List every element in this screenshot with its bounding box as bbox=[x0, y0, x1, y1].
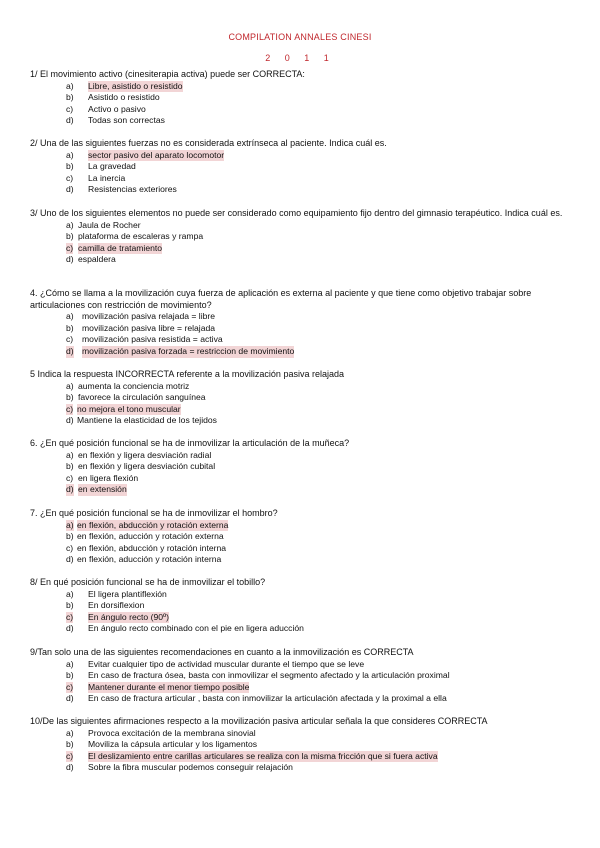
question-text: 3/ Uno de los siguientes elementos no puede ser considerado como equipamiento fijo dentro del gimnasio terapéutico. Indica cuál es. bbox=[30, 208, 563, 218]
option-label: d) bbox=[66, 484, 74, 495]
option-text: Activo o pasivo bbox=[88, 103, 146, 114]
answer-option bbox=[30, 670, 578, 682]
answer-option bbox=[30, 104, 578, 116]
answer-option bbox=[30, 693, 578, 705]
answer-option bbox=[30, 739, 578, 751]
option-text-correct: En ángulo recto (90º) bbox=[88, 611, 170, 622]
answer-option bbox=[30, 231, 578, 243]
option-text: en flexión, aducción y rotación interna bbox=[77, 554, 222, 565]
option-label: b) bbox=[66, 600, 74, 611]
option-label: d) bbox=[66, 415, 74, 426]
answer-option bbox=[30, 173, 578, 185]
option-text: favorece la circulación sanguínea bbox=[78, 392, 206, 403]
answer-option bbox=[30, 346, 578, 358]
question-text: 10/De las siguientes afirmaciones respecto a la movilización pasiva articular señala la que consideres CORRECTA bbox=[30, 716, 488, 726]
option-label: a) bbox=[66, 311, 74, 322]
option-label: b) bbox=[66, 531, 74, 542]
option-label: d) bbox=[66, 554, 74, 565]
option-text: Jaula de Rocher bbox=[78, 219, 141, 230]
question-text: 6. ¿En qué posición funcional se ha de inmovilizar la articulación de la muñeca? bbox=[30, 438, 350, 448]
answer-option bbox=[30, 554, 578, 566]
option-label: d) bbox=[66, 345, 74, 356]
option-text: Asistido o resistido bbox=[88, 92, 160, 103]
answer-option bbox=[30, 381, 578, 393]
option-label: a) bbox=[66, 449, 74, 460]
option-text: En ángulo recto combinado con el pie en ligera aducción bbox=[88, 623, 304, 634]
option-label: a) bbox=[66, 658, 74, 669]
question-text: 7. ¿En qué posición funcional se ha de inmovilizar el hombro? bbox=[30, 508, 278, 518]
option-label: b) bbox=[66, 739, 74, 750]
answer-option bbox=[30, 659, 578, 671]
question-text: 1/ El movimiento activo (cinesiterapia activa) puede ser CORRECTA: bbox=[30, 69, 305, 79]
answer-option bbox=[30, 243, 578, 255]
answer-option bbox=[30, 450, 578, 462]
option-label: b) bbox=[66, 92, 74, 103]
option-text-correct: en extensión bbox=[78, 484, 127, 495]
question-block bbox=[30, 69, 578, 127]
question-block bbox=[30, 369, 578, 427]
option-text: La inercia bbox=[88, 172, 126, 183]
option-label: d) bbox=[66, 623, 74, 634]
option-label: a) bbox=[66, 380, 74, 391]
option-label: b) bbox=[66, 670, 74, 681]
option-label: c) bbox=[66, 172, 74, 183]
option-text: en ligera flexión bbox=[78, 472, 139, 483]
option-text-correct: en flexión, abducción y rotación externa bbox=[77, 519, 229, 530]
option-text: Moviliza la cápsula articular y los ligamentos bbox=[88, 739, 258, 750]
answer-option bbox=[30, 392, 578, 404]
option-text: en flexión y ligera desviación radial bbox=[78, 449, 212, 460]
answer-option bbox=[30, 311, 578, 323]
option-text: en flexión y ligera desviación cubital bbox=[78, 461, 216, 472]
option-label: a) bbox=[66, 80, 74, 91]
option-text: La gravedad bbox=[88, 161, 136, 172]
answer-option bbox=[30, 682, 578, 694]
answer-option bbox=[30, 461, 578, 473]
option-text: En dorsiflexion bbox=[88, 600, 145, 611]
option-label: d) bbox=[66, 115, 74, 126]
question-text: 9/Tan solo una de las siguientes recomendaciones en cuanto a la inmovilización es CORRECTA bbox=[30, 647, 414, 657]
option-text: En caso de fractura ósea, basta con inmovilizar el segmento afectado y la articulación proximal bbox=[88, 670, 450, 681]
option-text: movilización pasiva libre = relajada bbox=[82, 322, 216, 333]
option-text: El ligera plantiflexión bbox=[88, 588, 167, 599]
option-label: b) bbox=[66, 161, 74, 172]
question-text: 5 Indica la respuesta INCORRECTA referente a la movilización pasiva relajada bbox=[30, 369, 344, 379]
answer-option bbox=[30, 751, 578, 763]
option-text: Resistencias exteriores bbox=[88, 184, 177, 195]
option-label: b) bbox=[66, 392, 74, 403]
option-text-correct: camilla de tratamiento bbox=[78, 242, 163, 253]
question-block bbox=[30, 647, 578, 705]
question-block bbox=[30, 438, 578, 496]
answer-option bbox=[30, 612, 578, 624]
option-label: c) bbox=[66, 103, 74, 114]
option-label: c) bbox=[66, 403, 74, 414]
option-label: c) bbox=[66, 681, 74, 692]
option-text: en flexión, aducción y rotación externa bbox=[77, 531, 224, 542]
answer-option bbox=[30, 589, 578, 601]
option-label: c) bbox=[66, 472, 74, 483]
option-label: b) bbox=[66, 322, 74, 333]
answer-option bbox=[30, 543, 578, 555]
answer-option bbox=[30, 115, 578, 127]
document-title: COMPILATION ANNALES CINESI bbox=[228, 32, 372, 42]
option-label: d) bbox=[66, 693, 74, 704]
option-text-correct: sector pasivo del aparato locomotor bbox=[88, 149, 225, 160]
answer-option bbox=[30, 473, 578, 485]
option-text-correct: no mejora el tono muscular bbox=[77, 403, 181, 414]
option-text: aumenta la conciencia motriz bbox=[78, 380, 190, 391]
answer-option bbox=[30, 415, 578, 427]
question-block bbox=[30, 577, 578, 635]
option-label: d) bbox=[66, 184, 74, 195]
answer-option bbox=[30, 184, 578, 196]
option-label: a) bbox=[66, 519, 74, 530]
answer-option bbox=[30, 254, 578, 266]
option-text: Sobre la fibra muscular podemos conseguir relajación bbox=[88, 762, 293, 773]
option-label: b) bbox=[66, 461, 74, 472]
option-label: a) bbox=[66, 149, 74, 160]
option-text: Todas son correctas bbox=[88, 115, 165, 126]
option-text: espaldera bbox=[78, 254, 116, 265]
question-text: 2/ Una de las siguientes fuerzas no es considerada extrínseca al paciente. Indica cuál es. bbox=[30, 138, 387, 148]
option-label: b) bbox=[66, 231, 74, 242]
option-text: En caso de fractura articular , basta con inmovilizar la articulación afectada y la proximal a ella bbox=[88, 693, 447, 704]
option-text: movilización pasiva relajada = libre bbox=[82, 311, 216, 322]
option-text: movilización pasiva resistida = activa bbox=[82, 334, 223, 345]
answer-option bbox=[30, 161, 578, 173]
answer-option bbox=[30, 323, 578, 335]
answer-option bbox=[30, 81, 578, 93]
option-text-correct: movilización pasiva forzada = restriccion de movimiento bbox=[82, 345, 295, 356]
answer-option bbox=[30, 404, 578, 416]
option-label: c) bbox=[66, 334, 74, 345]
answer-option bbox=[30, 92, 578, 104]
option-text: Provoca excitación de la membrana sinovial bbox=[88, 727, 256, 738]
option-label: a) bbox=[66, 588, 74, 599]
question-block bbox=[30, 716, 578, 774]
question-block bbox=[30, 138, 578, 196]
question-block bbox=[30, 288, 578, 358]
option-text: Mantiene la elasticidad de los tejidos bbox=[77, 415, 217, 426]
option-label: d) bbox=[66, 254, 74, 265]
answer-option bbox=[30, 762, 578, 774]
answer-option bbox=[30, 484, 578, 496]
option-text: en flexión, abducción y rotación interna bbox=[77, 542, 227, 553]
option-text-correct: El deslizamiento entre carillas articulares se realiza con la misma fricción que si fuera activa bbox=[88, 750, 438, 761]
answer-option bbox=[30, 728, 578, 740]
answer-option bbox=[30, 600, 578, 612]
answer-option bbox=[30, 334, 578, 346]
answer-option bbox=[30, 520, 578, 532]
answer-option bbox=[30, 220, 578, 232]
option-text-correct: Mantener durante el menor tiempo posible bbox=[88, 681, 250, 692]
option-text-correct: Libre, asistido o resistido bbox=[88, 80, 183, 91]
option-text: plataforma de escaleras y rampa bbox=[78, 231, 204, 242]
option-label: a) bbox=[66, 219, 74, 230]
question-text: 8/ En qué posición funcional se ha de inmovilizar el tobillo? bbox=[30, 577, 266, 587]
answer-option bbox=[30, 150, 578, 162]
answer-option bbox=[30, 623, 578, 635]
answer-option bbox=[30, 531, 578, 543]
option-label: d) bbox=[66, 762, 74, 773]
option-label: a) bbox=[66, 727, 74, 738]
document-year: 2 0 1 1 bbox=[265, 53, 335, 63]
option-label: c) bbox=[66, 542, 74, 553]
question-block bbox=[30, 208, 578, 266]
option-text: Evitar cualquier tipo de actividad muscular durante el tiempo que se leve bbox=[88, 658, 365, 669]
question-text: 4. ¿Cómo se llama a la movilización cuya fuerza de aplicación es externa al paciente y que tiene como objetivo trabajar sobre articulaciones con restricción de movimiento? bbox=[30, 288, 532, 310]
option-label: c) bbox=[66, 242, 74, 253]
question-block bbox=[30, 508, 578, 566]
option-label: c) bbox=[66, 611, 74, 622]
option-label: c) bbox=[66, 750, 74, 761]
